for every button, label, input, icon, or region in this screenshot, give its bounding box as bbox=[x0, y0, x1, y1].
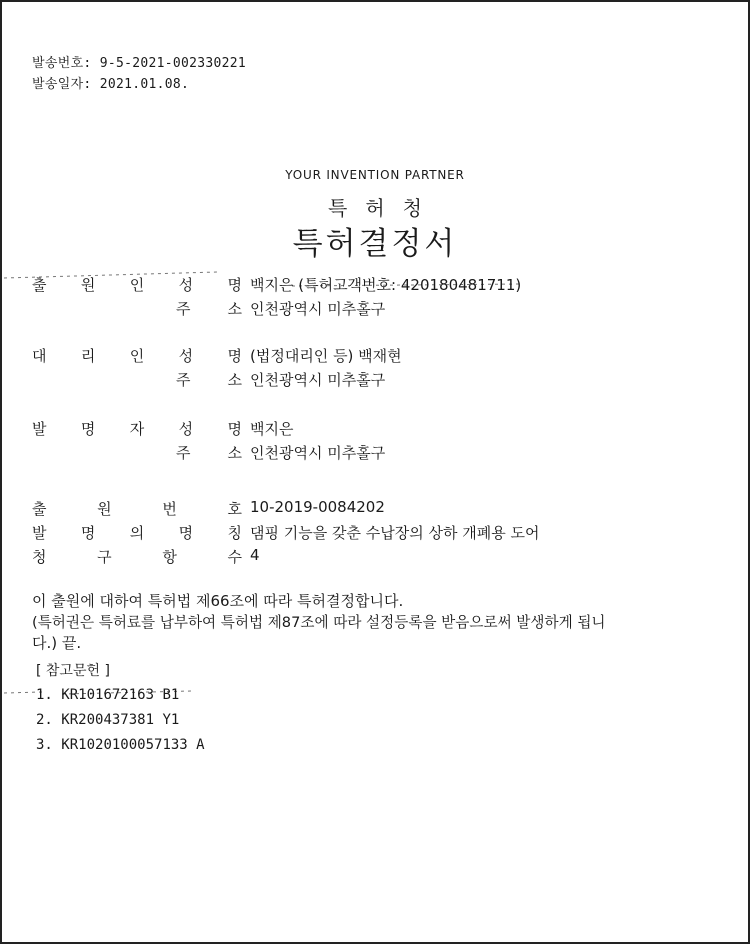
office-tagline: YOUR INVENTION PARTNER bbox=[285, 168, 465, 182]
label-char: 소 bbox=[227, 444, 242, 462]
label-char: 인 bbox=[129, 276, 145, 294]
label-char: 소 bbox=[227, 300, 242, 318]
applicant-address-label bbox=[176, 298, 242, 319]
document-title: 특허결정서 bbox=[292, 226, 458, 262]
agent-name: (법정대리인 등) 백재현 bbox=[250, 347, 402, 365]
applicant-address: 인천광역시 미추홀구 bbox=[250, 300, 386, 318]
agent-address-label bbox=[176, 369, 242, 390]
label-char: 발 bbox=[32, 420, 47, 438]
send-number-label: 발송번호: bbox=[32, 56, 92, 71]
label-char: 인 bbox=[129, 347, 145, 365]
applicant-name: 백지은 (특허고객번호: 420180481711) bbox=[250, 276, 522, 294]
inventor-label bbox=[32, 418, 242, 439]
send-date-label: 발송일자: bbox=[32, 77, 92, 92]
scan-noise bbox=[2, 2, 748, 942]
label-char: 성 bbox=[178, 276, 194, 294]
label-char: 칭 bbox=[227, 524, 242, 542]
label-char: 명 bbox=[80, 420, 96, 438]
label-char: 리 bbox=[80, 347, 96, 365]
office-name: 특허청 bbox=[328, 196, 440, 220]
label-char: 번 bbox=[162, 500, 177, 518]
label-char: 주 bbox=[176, 371, 191, 389]
send-number bbox=[32, 52, 246, 71]
label-char: 소 bbox=[227, 371, 242, 389]
label-char: 출 bbox=[32, 500, 47, 518]
references-heading: [ 참고문헌 ] bbox=[36, 663, 110, 679]
label-char: 자 bbox=[129, 420, 145, 438]
reference-item bbox=[36, 737, 205, 753]
label-char: 성 bbox=[178, 347, 194, 365]
invention-title: 댐핑 기능을 갖춘 수납장의 상하 개폐용 도어 bbox=[250, 524, 540, 542]
label-char: 의 bbox=[129, 524, 145, 542]
reference-number: 2. bbox=[36, 712, 53, 728]
label-char: 원 bbox=[97, 500, 112, 518]
reference-number: 1. bbox=[36, 687, 53, 703]
label-char: 원 bbox=[80, 276, 96, 294]
send-number-value: 9-5-2021-002330221 bbox=[99, 56, 246, 71]
label-char: 성 bbox=[178, 420, 194, 438]
inventor-address-label bbox=[176, 442, 242, 463]
label-char: 출 bbox=[32, 276, 47, 294]
label-char: 구 bbox=[97, 548, 112, 566]
decision-line-1: 이 출원에 대하여 특허법 제66조에 따라 특허결정합니다. bbox=[32, 592, 404, 610]
decision-line-3: 다.) 끝. bbox=[32, 634, 82, 652]
application-number: 10-2019-0084202 bbox=[250, 498, 385, 516]
label-char: 항 bbox=[162, 548, 177, 566]
claims-count: 4 bbox=[250, 546, 260, 564]
application-number-label bbox=[32, 498, 242, 519]
inventor-address: 인천광역시 미추홀구 bbox=[250, 444, 386, 462]
applicant-label bbox=[32, 274, 242, 295]
claims-count-label bbox=[32, 546, 242, 567]
label-char: 명 bbox=[80, 524, 96, 542]
reference-item bbox=[36, 712, 179, 728]
label-char: 발 bbox=[32, 524, 47, 542]
reference-doc: KR101672163 B1 bbox=[61, 687, 180, 703]
reference-item bbox=[36, 687, 179, 703]
label-char: 명 bbox=[227, 347, 242, 365]
label-char: 수 bbox=[227, 548, 242, 566]
send-date bbox=[32, 73, 189, 92]
reference-number: 3. bbox=[36, 737, 53, 753]
label-char: 호 bbox=[227, 500, 242, 518]
send-date-value: 2021.01.08. bbox=[99, 77, 190, 92]
label-char: 대 bbox=[32, 347, 47, 365]
reference-doc: KR200437381 Y1 bbox=[61, 712, 180, 728]
label-char: 명 bbox=[227, 276, 242, 294]
agent-address: 인천광역시 미추홀구 bbox=[250, 371, 386, 389]
label-char: 주 bbox=[176, 300, 191, 318]
label-char: 청 bbox=[32, 548, 47, 566]
inventor-name: 백지은 bbox=[250, 420, 294, 438]
invention-title-label bbox=[32, 522, 242, 543]
decision-line-2: (특허권은 특허료를 납부하여 특허법 제87조에 따라 설정등록을 받음으로써 발생하게 됩니 bbox=[32, 614, 606, 631]
reference-doc: KR1020100057133 A bbox=[61, 737, 205, 753]
label-char: 명 bbox=[227, 420, 242, 438]
label-char: 주 bbox=[176, 444, 191, 462]
label-char: 명 bbox=[178, 524, 194, 542]
agent-label bbox=[32, 345, 242, 366]
